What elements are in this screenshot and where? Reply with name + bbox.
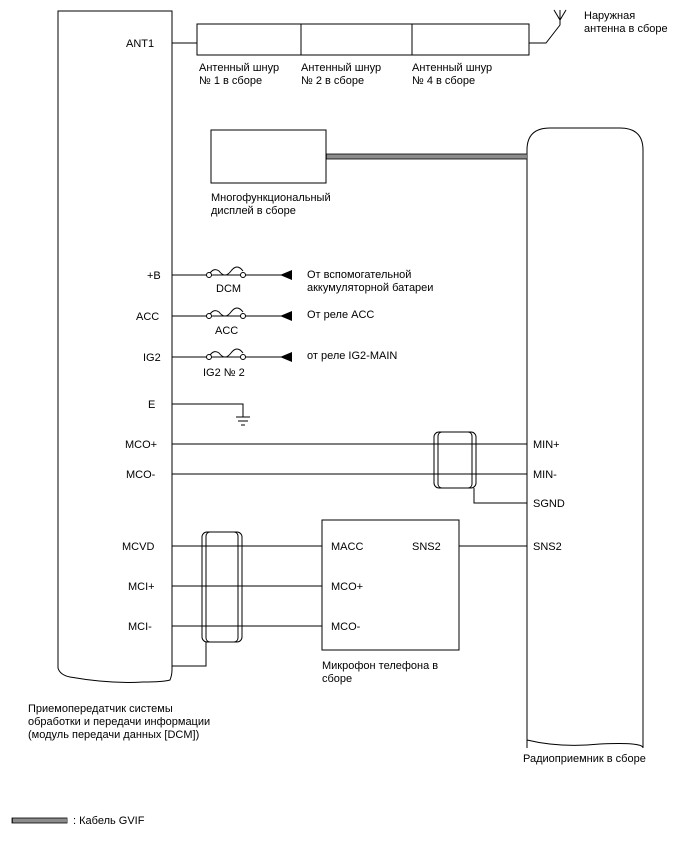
ground-wire [172, 404, 243, 417]
antenna-cord-2 [301, 24, 412, 55]
display-name-line1: Многофункциональный [211, 192, 331, 204]
shield-radio-pair [434, 432, 476, 488]
outer-antenna-line2: антенна в сборе [584, 23, 668, 35]
radio-name: Радиоприемник в сборе [523, 753, 646, 765]
source-ig2-relay: от реле IG2-MAIN [307, 350, 398, 362]
acc-relay-arrow-icon [280, 311, 292, 321]
pin-sgnd: SGND [533, 498, 565, 510]
fuse-ig2-left-terminal [207, 355, 212, 360]
multifunction-display [211, 130, 326, 183]
outer-antenna-line1: Наружная [584, 10, 636, 22]
source-acc-relay: От реле ACC [307, 309, 375, 321]
display-name-line2: дисплей в сборе [211, 205, 296, 217]
pin-mco-minus: MCO- [126, 469, 156, 481]
fuse-ig2-label: IG2 № 2 [203, 367, 245, 379]
pin-min-minus: MIN- [533, 469, 557, 481]
pin-mic-mco-minus: MCO- [331, 621, 361, 633]
ground-icon [236, 417, 250, 425]
microphone-name-line1: Микрофон телефона в [322, 660, 439, 672]
fuse-acc-right-terminal [241, 314, 246, 319]
pin-ig2: IG2 [143, 352, 161, 364]
microphone-name-line2: сборе [322, 673, 353, 685]
shield-radio-pair-inner [438, 432, 472, 488]
radio-module-body [527, 128, 643, 748]
pin-mcvd: MCVD [122, 541, 155, 553]
dcm-name-line2: обработки и передачи информации [28, 716, 211, 728]
antenna-cord-2-line2: № 2 в сборе [301, 75, 365, 87]
fuse-acc-label: ACC [215, 325, 239, 337]
fuse-acc-left-terminal [207, 314, 212, 319]
dcm-name-line3: (модуль передачи данных [DCM]) [28, 729, 200, 741]
fuse-dcm-right-terminal [241, 273, 246, 278]
sgnd-drain-wire [474, 488, 527, 503]
mic-shield-drain-wire [172, 642, 206, 666]
fuse-ig2-icon [209, 349, 243, 357]
pin-b-plus: +B [147, 270, 161, 282]
antenna-cord-2-line1: Антенный шнур [301, 62, 382, 74]
pin-mic-sns2: SNS2 [412, 541, 441, 553]
fuse-dcm-label: DCM [216, 283, 242, 295]
pin-min-plus: MIN+ [533, 439, 560, 451]
legend-gvif-label: : Кабель GVIF [73, 815, 145, 827]
pin-mic-macc: MACC [331, 541, 364, 553]
antenna-cord-4 [412, 24, 529, 55]
antenna-cord-1 [197, 24, 301, 55]
source-aux-line2: аккумуляторной батареи [307, 282, 434, 294]
fuse-dcm-icon [209, 267, 243, 275]
dcm-name-line1: Приемопередатчик системы [28, 703, 173, 715]
antenna-cord-4-line2: № 4 в сборе [412, 75, 476, 87]
pin-acc: ACC [136, 311, 160, 323]
fuse-acc-icon [209, 308, 243, 316]
pin-ant1: ANT1 [126, 38, 155, 50]
outer-antenna-wire [529, 15, 560, 43]
antenna-cord-4-line1: Антенный шнур [412, 62, 493, 74]
pin-radio-sns2: SNS2 [533, 541, 562, 553]
legend-gvif-swatch [12, 818, 67, 823]
fuse-dcm-left-terminal [207, 273, 212, 278]
pin-mic-mco-plus: MCO+ [331, 581, 364, 593]
gvif-cable [326, 154, 527, 159]
ig2-relay-arrow-icon [280, 352, 292, 362]
aux-battery-arrow-icon [280, 270, 292, 280]
antenna-cord-1-line1: Антенный шнур [199, 62, 280, 74]
antenna-cord-1-line2: № 1 в сборе [199, 75, 263, 87]
pin-mci-plus: MCI+ [128, 581, 155, 593]
pin-e: E [148, 399, 156, 411]
dcm-module-body [58, 11, 172, 682]
fuse-ig2-right-terminal [241, 355, 246, 360]
pin-mco-plus: MCO+ [125, 439, 158, 451]
source-aux-line1: От вспомогательной [307, 269, 412, 281]
pin-mci-minus: MCI- [128, 621, 152, 633]
outer-antenna-icon [554, 10, 566, 20]
